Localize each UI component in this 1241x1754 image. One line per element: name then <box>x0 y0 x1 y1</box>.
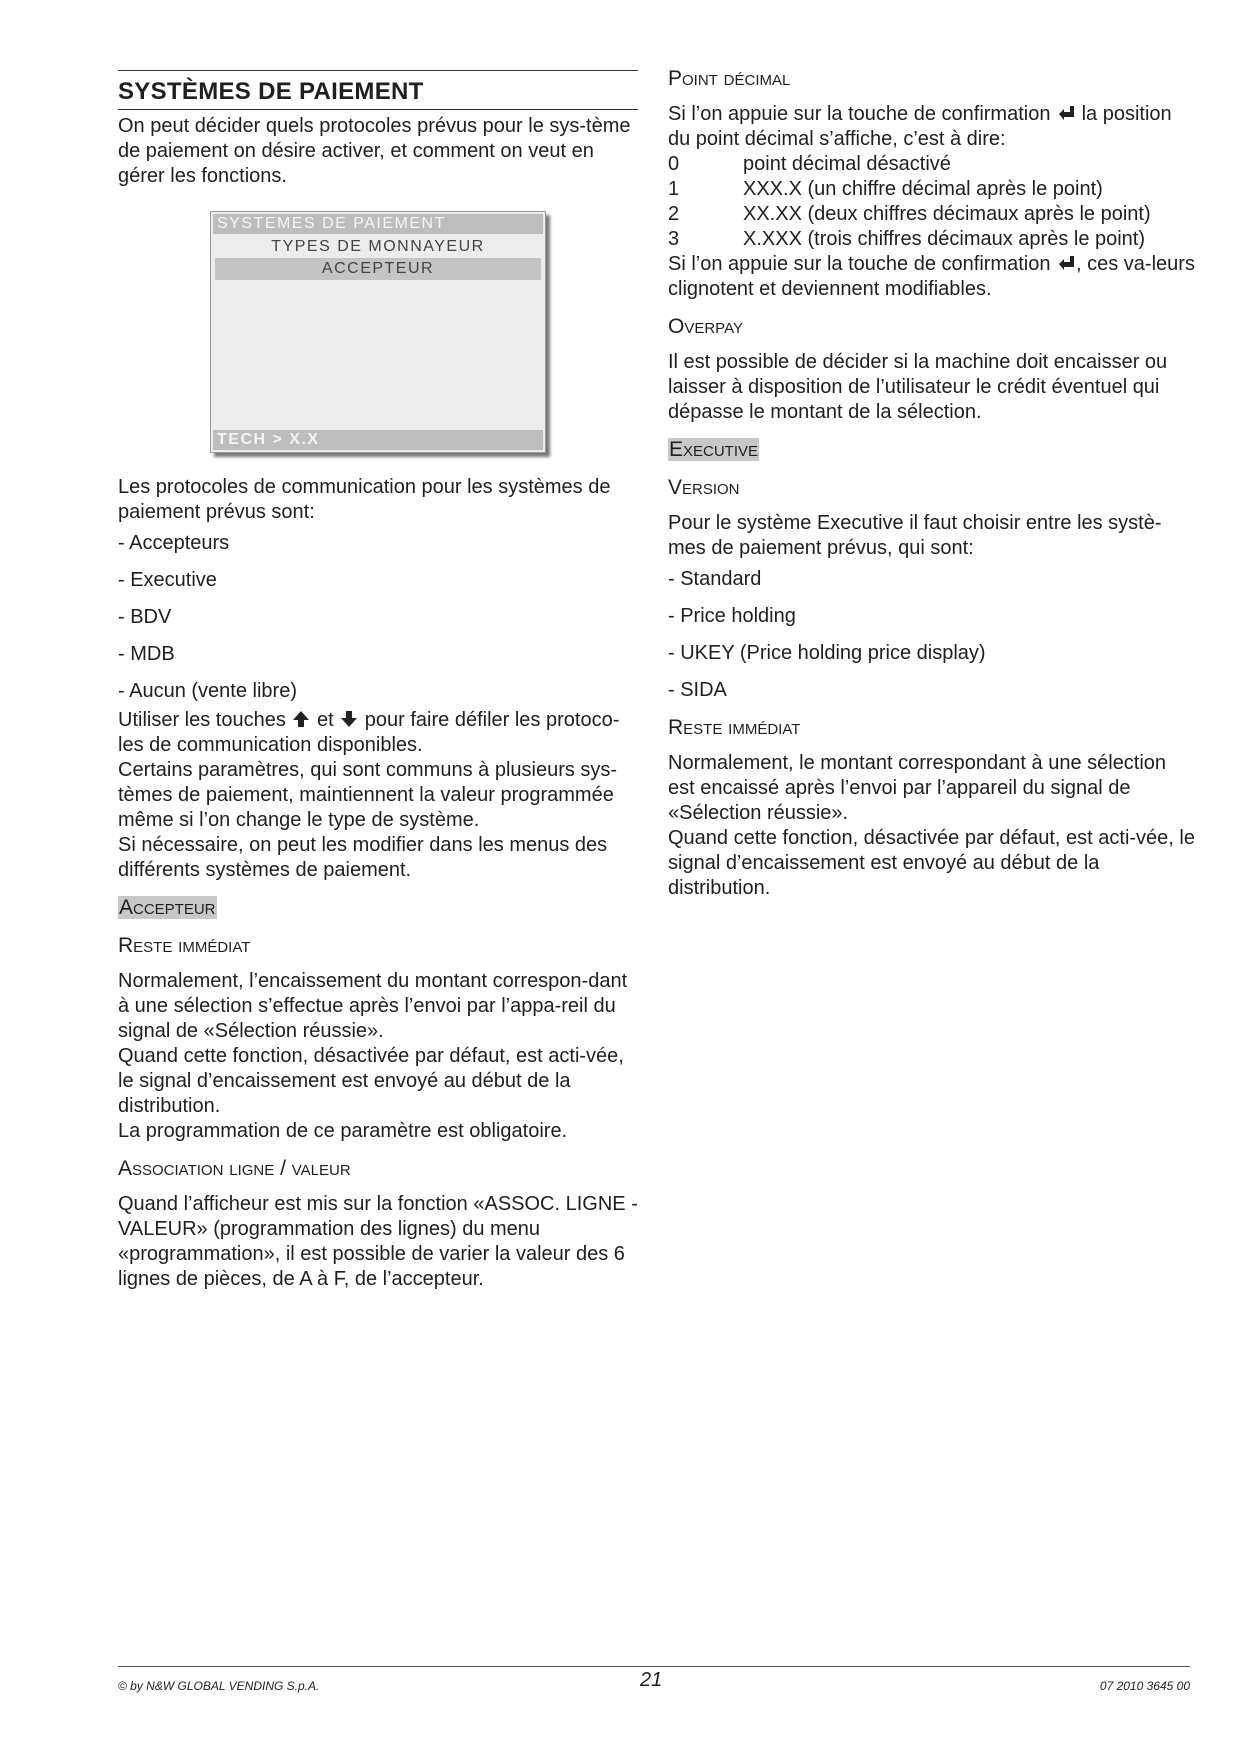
reste-paragraph-2: Quand cette fonction, désactivée par défaut, est acti-vée, le signal d’encaissement est envoyé au début de la distribution. <box>668 827 1195 899</box>
lcd-line-selected: ACCEPTEUR <box>215 258 541 280</box>
enter-key-icon <box>1056 253 1076 273</box>
point-option: 0 point décimal désactivé <box>668 153 951 175</box>
right-column <box>668 66 1198 901</box>
overpay-text: Il est possible de décider si la machine doit encaisser ou laisser à disposition de l’utilisateur le crédit éventuel qui dépasse le montant de la sélection. <box>668 351 1168 423</box>
list-item: - BDV <box>118 606 172 628</box>
list-item: - UKEY (Price holding price display) <box>668 642 986 664</box>
association-text: Quand l’afficheur est mis sur la fonction «ASSOC. LIGNE - VALEUR» (programmation des lignes) du menu «programmation», il est possible de varier la valeur des 6 lignes de pièces, de A à F, de l’accepteur. <box>118 1193 638 1290</box>
overpay-heading: Overpay <box>668 315 743 338</box>
confirm-text: Si l’on appuie sur la touche de confirmation , ces va-leurs clignotent et deviennent modifiables. <box>668 253 1195 300</box>
params-text: Certains paramètres, qui sont communs à plusieurs sys-tèmes de paiement, maintiennent la valeur programmée même si l’on change le type de système. <box>118 759 618 831</box>
point-decimal-heading: Point décimal <box>668 67 791 90</box>
list-item: - Standard <box>668 568 762 590</box>
protocols-intro: Les protocoles de communication pour les systèmes de paiement prévus sont: <box>118 476 611 523</box>
enter-key-icon <box>1056 103 1076 123</box>
reste-paragraph-1: Normalement, le montant correspondant à une sélection est encaissé après l’envoi par l’appareil du signal de «Sélection réussie». <box>668 752 1167 824</box>
document-code: 07 2010 3645 00 <box>1099 1679 1190 1693</box>
list-item: - MDB <box>118 643 175 665</box>
point-option: 1 XXX.X (un chiffre décimal après le point) <box>668 178 1103 200</box>
lcd-line-1: TYPES DE MONNAYEUR <box>271 238 485 255</box>
point-decimal-text: Si l’on appuie sur la touche de confirmation la position du point décimal s’affiche, c’est à dire: <box>668 103 1172 150</box>
intro-text: On peut décider quels protocoles prévus pour le sys-tème de paiement on désire activer, et comment on veut en gérer les fonctions. <box>118 115 631 187</box>
version-text: Pour le système Executive il faut choisir entre les systè-mes de paiement prévus, qui sont: <box>668 512 1162 559</box>
executive-heading: Executive <box>669 438 759 461</box>
lcd-display <box>210 211 546 453</box>
list-item: - Executive <box>118 569 217 591</box>
section-title: SYSTÈMES DE PAIEMENT <box>118 70 638 110</box>
arrow-down-icon <box>339 709 359 729</box>
modify-text: Si nécessaire, on peut les modifier dans les menus des différents systèmes de paiement. <box>118 834 608 881</box>
page-footer <box>118 1666 1190 1701</box>
reste-paragraph-1: Normalement, l’encaissement du montant correspon-dant à une sélection s’effectue après l’envoi par l’appa-reil du signal de «Sélection réussie». <box>118 970 628 1042</box>
reste-immediat-heading: Reste immédiat <box>668 716 801 739</box>
scroll-instructions: Utiliser les touches et pour faire défiler les protoco-les de communication disponibles. <box>118 709 620 756</box>
association-heading: Association ligne / valeur <box>118 1157 351 1180</box>
reste-paragraph-3: La programmation de ce paramètre est obligatoire. <box>118 1120 568 1142</box>
list-item: - Price holding <box>668 605 796 627</box>
point-option: 3 X.XXX (trois chiffres décimaux après le point) <box>668 228 1146 250</box>
reste-immediat-heading: Reste immédiat <box>118 934 251 957</box>
list-item: - Aucun (vente libre) <box>118 680 297 702</box>
left-column <box>118 70 638 1292</box>
page-number: 21 <box>640 1669 663 1691</box>
lcd-header: SYSTEMES DE PAIEMENT <box>213 214 543 234</box>
point-option: 2 XX.XX (deux chiffres décimaux après le point) <box>668 203 1151 225</box>
accepteur-heading: Accepteur <box>119 896 216 919</box>
lcd-footer: TECH > X.X <box>213 430 543 450</box>
version-heading: Version <box>668 476 740 499</box>
reste-paragraph-2: Quand cette fonction, désactivée par défaut, est acti-vée, le signal d’encaissement est envoyé au début de la distribution. <box>118 1045 624 1117</box>
list-item: - SIDA <box>668 679 727 701</box>
arrow-up-icon <box>291 709 311 729</box>
copyright: © by N&W GLOBAL VENDING S.p.A. <box>118 1679 320 1693</box>
list-item: - Accepteurs <box>118 532 230 554</box>
